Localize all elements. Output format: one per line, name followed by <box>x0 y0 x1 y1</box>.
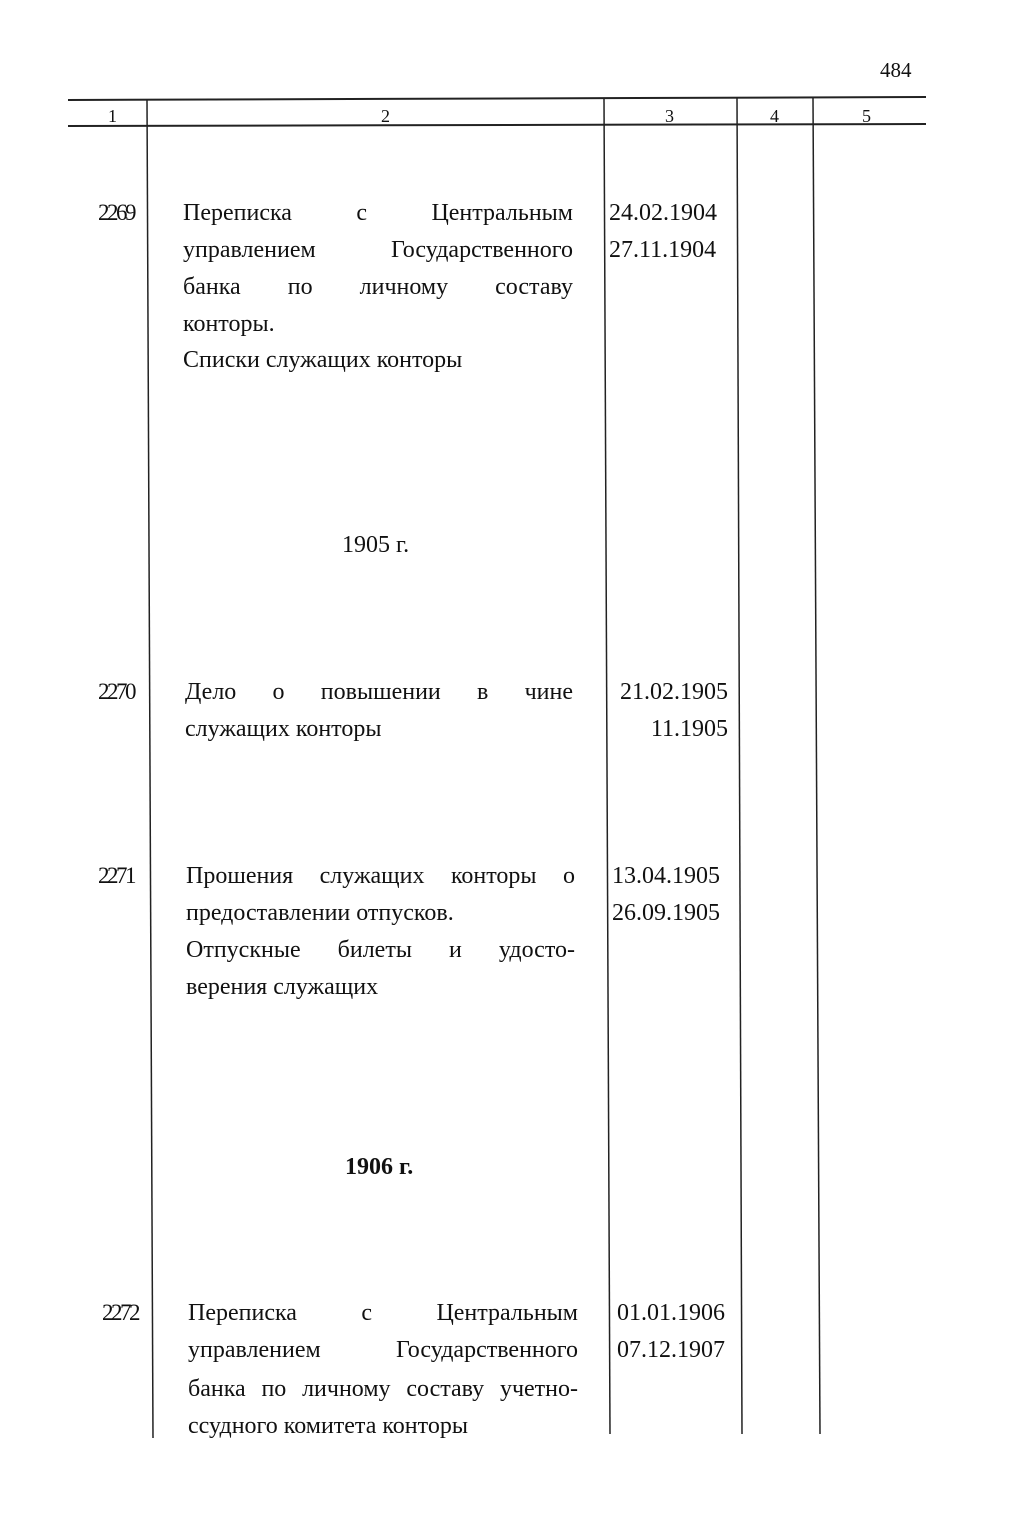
entry-text-line: Переписка с Центральным <box>183 200 573 226</box>
entry-text-line: Дело о повышении в чине <box>185 679 573 705</box>
entry-text-line: Переписка с Центральным <box>188 1300 578 1326</box>
entry-date-start: 13.04.1905 <box>612 863 720 889</box>
entry-date-end: 26.09.1905 <box>612 900 720 926</box>
year-heading-1905: 1905 г. <box>342 532 410 558</box>
page-number: 484 <box>880 58 912 82</box>
entry-number: 2272 <box>102 1300 138 1325</box>
header-col-3: 3 <box>665 106 674 126</box>
entry-date-start: 24.02.1904 <box>609 200 717 226</box>
header-col-4: 4 <box>770 106 779 126</box>
entry-text-line: предоставлении отпусков. <box>186 900 454 926</box>
entry-text-line: служащих конторы <box>185 716 382 742</box>
entry-date-end: 07.12.1907 <box>617 1337 725 1363</box>
entry-text-line: Списки служащих конторы <box>183 347 463 373</box>
entry-text-line: конторы. <box>183 311 275 337</box>
entry-text-line: Прошения служащих конторы о <box>186 863 575 889</box>
header-col-5: 5 <box>862 106 871 126</box>
entry-text-line: ссудного комитета конторы <box>188 1413 468 1439</box>
entry-date-end: 27.11.1904 <box>609 237 717 263</box>
entry-date-end: 11.1905 <box>650 716 728 742</box>
entry-date-start: 01.01.1906 <box>617 1300 725 1326</box>
entry-text-line: банка по личному составу учетно- <box>188 1376 578 1402</box>
entry-date-start: 21.02.1905 <box>620 679 728 705</box>
header-col-2: 2 <box>381 106 390 126</box>
header-col-1: 1 <box>108 106 117 126</box>
year-heading-1906: 1906 г. <box>345 1154 414 1180</box>
entry-text-line: Отпускные билеты и удосто- <box>186 937 575 963</box>
entry-number: 2271 <box>98 863 134 888</box>
entry-text-line: управлением Государственного <box>188 1337 578 1363</box>
entry-text-line: верения служащих <box>186 974 379 1000</box>
entry-number: 2270 <box>98 679 134 704</box>
entry-text-line: управлением Государственного <box>183 237 573 263</box>
entry-number: 2269 <box>98 200 134 225</box>
entry-text-line: банка по личному составу <box>183 274 573 300</box>
